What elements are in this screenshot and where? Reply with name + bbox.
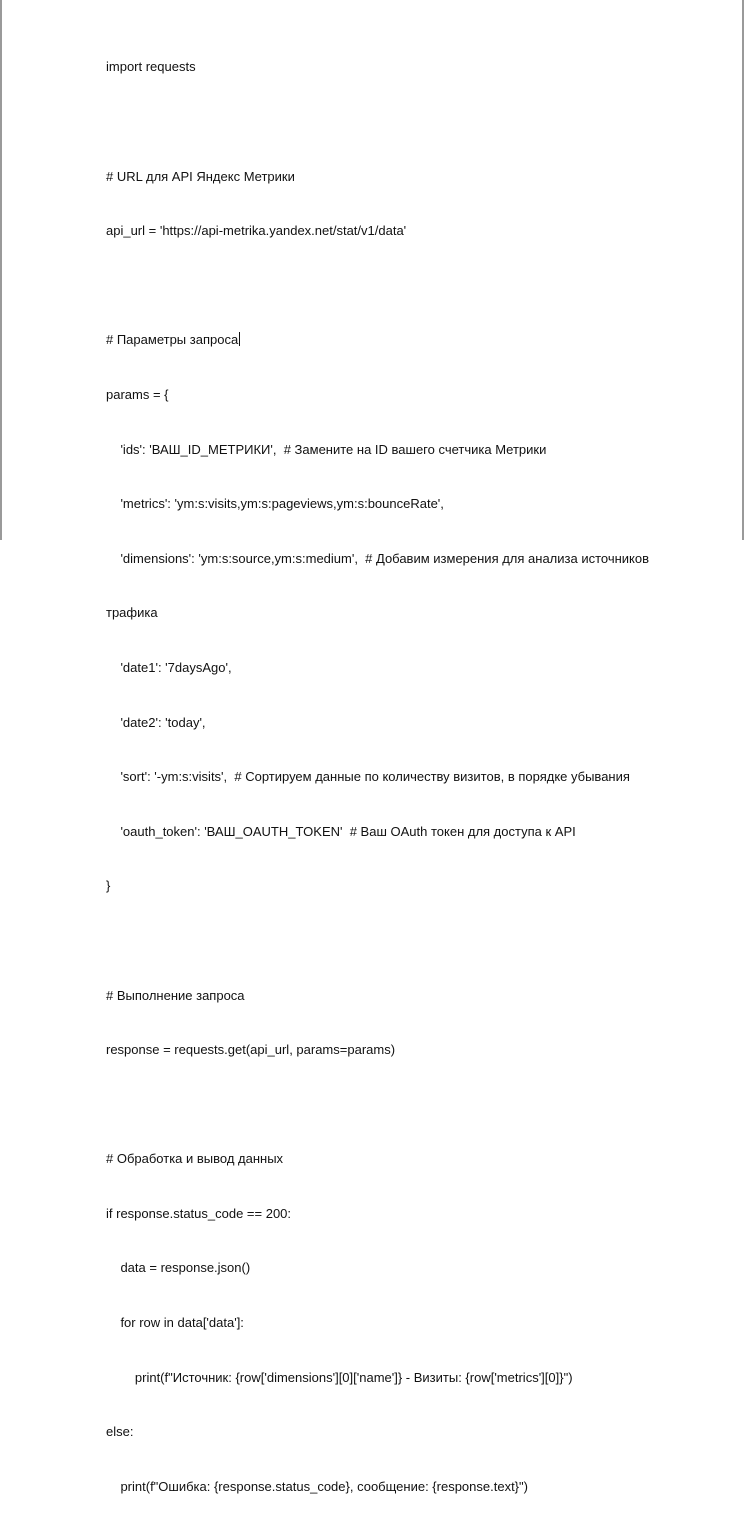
code-line: # Выполнение запроса — [106, 987, 245, 1003]
code-line: # Обработка и вывод данных — [106, 1151, 284, 1167]
code-line: response = requests.get(api_url, params=params) — [106, 1042, 396, 1058]
code-line: 'ids': 'ВАШ_ID_МЕТРИКИ', # Замените на ID вашего счетчика Метрики — [106, 441, 547, 457]
code-line: print(f"Ошибка: {response.status_code}, сообщение: {response.text}") — [106, 1478, 528, 1494]
code-line: if response.status_code == 200: — [106, 1205, 292, 1221]
code-line: data = response.json() — [106, 1260, 251, 1276]
code-line: for row in data['data']: — [106, 1315, 244, 1331]
code-line: 'metrics': 'ym:s:visits,ym:s:pageviews,ym:s:bounceRate', — [106, 496, 444, 512]
code-line — [106, 1096, 706, 1114]
code-line: 'dimensions': 'ym:s:source,ym:s:medium', # Добавим измерения для анализа источников — [106, 550, 650, 566]
code-line: params = { — [106, 386, 169, 402]
code-line-with-caret — [106, 331, 706, 349]
code-line-wrapped: трафика — [106, 605, 158, 621]
code-line: 'oauth_token': 'ВАШ_OAUTH_TOKEN' # Ваш OAuth токен для доступа к API — [106, 823, 576, 839]
code-line — [106, 113, 706, 131]
code-line: # URL для API Яндекс Метрики — [106, 168, 295, 184]
code-line — [106, 932, 706, 950]
code-line — [106, 277, 706, 295]
code-line: import requests — [106, 59, 196, 75]
code-line: print(f"Источник: {row['dimensions'][0]['name']} - Визиты: {row['metrics'][0]}") — [106, 1369, 573, 1385]
document-body[interactable] — [106, 22, 706, 1514]
code-line: 'date1': '7daysAgo', — [106, 659, 232, 675]
code-line-text: # Параметры запроса — [106, 332, 239, 348]
code-line: } — [106, 878, 111, 894]
code-line: else: — [106, 1424, 134, 1440]
code-line: 'date2': 'today', — [106, 714, 206, 730]
code-line: 'sort': '-ym:s:visits', # Сортируем данные по количеству визитов, в порядке убывания — [106, 769, 630, 785]
text-caret — [239, 332, 240, 346]
code-line: api_url = 'https://api-metrika.yandex.net/stat/v1/data' — [106, 223, 407, 239]
page-edge-left — [0, 0, 2, 540]
